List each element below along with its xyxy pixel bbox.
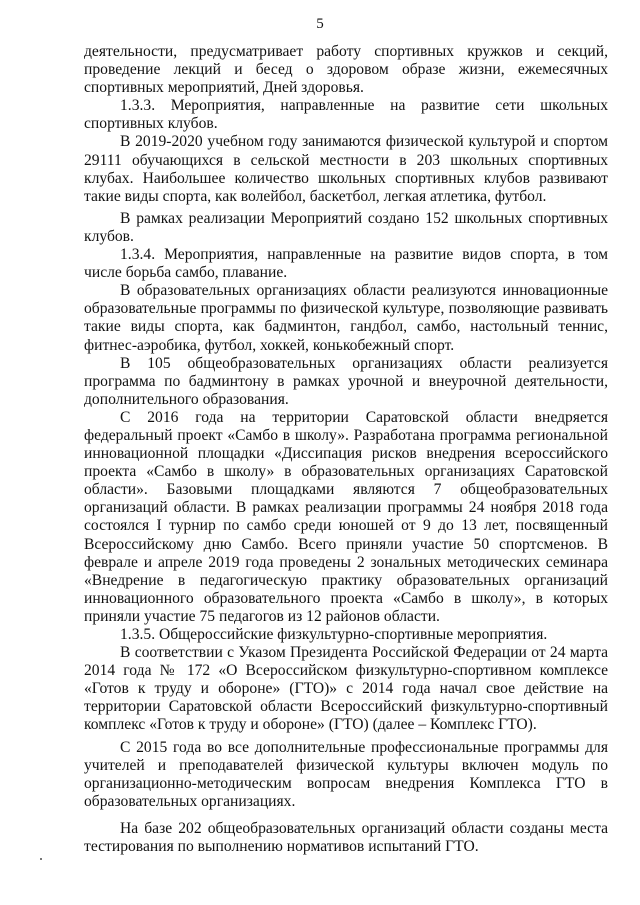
paragraph-gto-decree: В соответствии с Указом Президента Российской Федерации от 24 марта 2014 года № 172 «О Всероссийском физкультурно-спортивном комплексе «Готов к труду и обороне» (ГТО)» с 2014 года начал свое действие на территории Саратовской области Всероссийский физкультурно-спортивный комплекс «Готов к труду и обороне» (ГТО) (далее – Комплекс ГТО). (84, 644, 608, 734)
scan-speck (40, 858, 42, 860)
paragraph-badminton: В 105 общеобразовательных организациях области реализуется программа по бадминтону в рамках урочной и внеурочной деятельности, дополнительного образования. (84, 354, 608, 408)
paragraph-school-clubs: В 2019-2020 учебном году занимаются физической культурой и спортом 29111 обучающихся в сельской местности в 203 школьных спортивных клубах. Наибольшее количество школьных спортивных клубов развивают такие виды спорта, как волейбол, баскетбол, легкая атлетика, футбол. (84, 133, 608, 205)
document-body (84, 43, 608, 856)
section-heading-1-3-3: 1.3.3. Мероприятия, направленные на развитие сети школьных спортивных клубов. (84, 97, 608, 133)
section-heading-1-3-5: 1.3.5. Общероссийские физкультурно-спортивные мероприятия. (120, 626, 548, 643)
paragraph-gto-testing: На базе 202 общеобразовательных организаций области созданы места тестирования по выполнению нормативов испытаний ГТО. (84, 819, 608, 856)
paragraph-gto-training: С 2015 года во все дополнительные профессиональные программы для учителей и преподавателей физической культуры включен модуль по организационно-методическим вопросам внедрения Комплекса ГТО в образовательных организациях. (84, 738, 608, 810)
page-number: 5 (316, 16, 324, 32)
paragraph-sambo: С 2016 года на территории Саратовской области внедряется федеральный проект «Самбо в школу». Разработана программа региональной инновационной площадки «Диссипация рисков внедрения всероссийского проекта «Самбо в школу» в образовательных организациях Саратовской области». Базовыми площадками являются 7 общеобразовательных организаций области. В рамках реализации программы 24 ноября 2018 года состоялся I турнир по самбо среди юношей от 9 до 13 лет, посвященный Всероссийскому дню Самбо. Всего приняли участие 50 спортсменов. В феврале и апреле 2019 года проведены 2 зональных методических семинара «Внедрение в педагогическую практику образовательных организаций инновационного образовательного проекта «Самбо в школу», в которых приняли участие 75 педагогов из 12 районов области. (84, 408, 608, 625)
paragraph-clubs-created: В рамках реализации Мероприятий создано 152 школьных спортивных клубов. (84, 209, 608, 245)
section-heading-1-3-4: 1.3.4. Мероприятия, направленные на развитие видов спорта, в том числе борьба самбо, плавание. (84, 246, 608, 282)
paragraph-innovative-programs: В образовательных организациях области реализуются инновационные образовательные программы по физической культуре, позволяющие развивать такие виды спорта, как бадминтон, гандбол, самбо, настольный теннис, фитнес-аэробика, футбол, хоккей, конькобежный спорт. (84, 282, 608, 354)
paragraph-continuation: деятельности, предусматривает работу спортивных кружков и секций, проведение лекций и бесед о здоровом образе жизни, ежемесячных спортивных мероприятий, Дней здоровья. (84, 43, 608, 97)
